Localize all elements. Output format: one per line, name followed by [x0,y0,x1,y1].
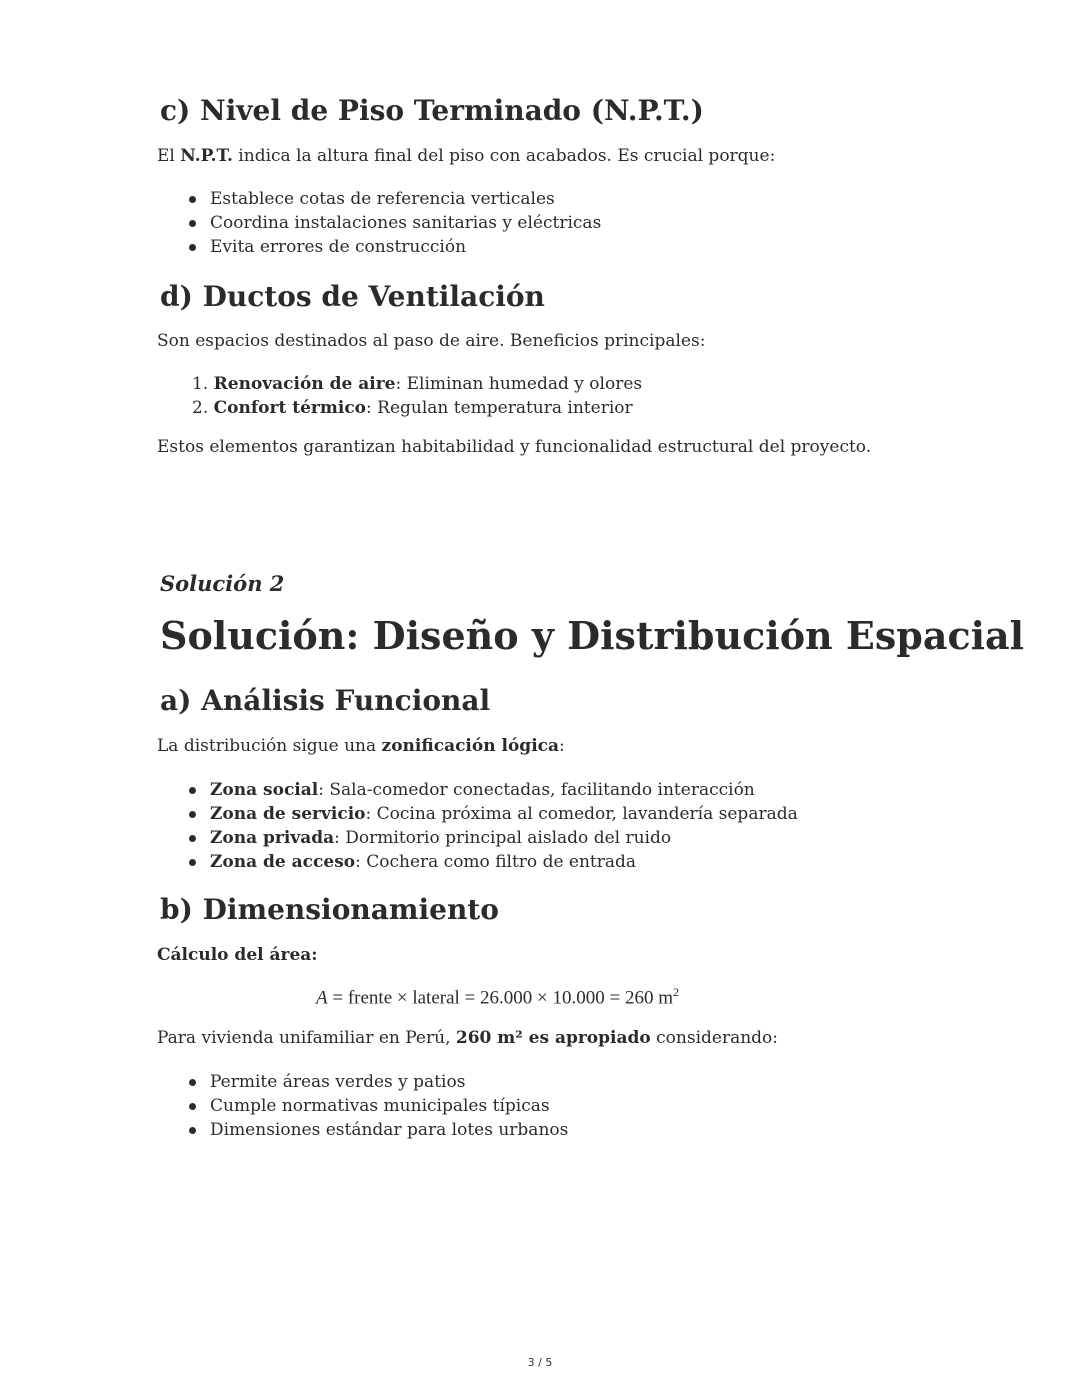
list-item: Establece cotas de referencia verticales [210,187,601,211]
section-d-numbered-list [192,372,642,420]
section-d-conclusion: Estos elementos garantizan habitabilidad y funcionalidad estructural del proyecto. [157,437,872,457]
page-number: 3 / 5 [527,1356,553,1369]
section-d-heading: d) Ductos de Ventilación [160,280,545,313]
calc-label: Cálculo del área: [157,945,318,965]
section-b-paragraph: Para vivienda unifamiliar en Perú, 260 m² es apropiado considerando: [157,1028,779,1048]
section-c-bullet-list [210,187,601,259]
solution-title: Solución: Diseño y Distribución Espacial [160,613,1025,658]
list-item: Cumple normativas municipales típicas [210,1094,568,1118]
area-formula: A = frente × lateral = 26.000 × 10.000 = 260 $m^2$ [316,985,679,1009]
section-b-bullet-list [210,1070,568,1142]
list-item: Zona de servicio: Cocina próxima al comedor, lavandería separada [210,804,798,824]
section-a-heading: a) Análisis Funcional [160,684,491,717]
list-item: Dimensiones estándar para lotes urbanos [210,1120,569,1140]
list-item: Coordina instalaciones sanitarias y eléctricas [210,213,602,233]
list-item: 2. Confort térmico: Regulan temperatura interior [192,398,633,418]
section-b-heading: b) Dimensionamiento [160,893,499,926]
list-item: Evita errores de construcción [210,235,601,259]
solution-label: Solución 2 [160,571,285,596]
section-a-bullet-list [210,778,798,874]
section-a-intro: La distribución sigue una zonificación lógica: [157,736,565,756]
section-c-heading: c) Nivel de Piso Terminado (N.P.T.) [160,94,704,127]
section-c-intro: El N.P.T. indica la altura final del piso con acabados. Es crucial porque: [157,146,776,166]
list-item: 1. Renovación de aire: Eliminan humedad y olores [192,374,643,394]
list-item: Zona de acceso: Cochera como filtro de entrada [210,850,798,874]
list-item: Permite áreas verdes y patios [210,1070,568,1094]
section-d-intro: Son espacios destinados al paso de aire. Beneficios principales: [157,331,706,351]
list-item: Zona social: Sala-comedor conectadas, facilitando interacción [210,778,798,802]
list-item: Zona privada: Dormitorio principal aislado del ruido [210,826,798,850]
